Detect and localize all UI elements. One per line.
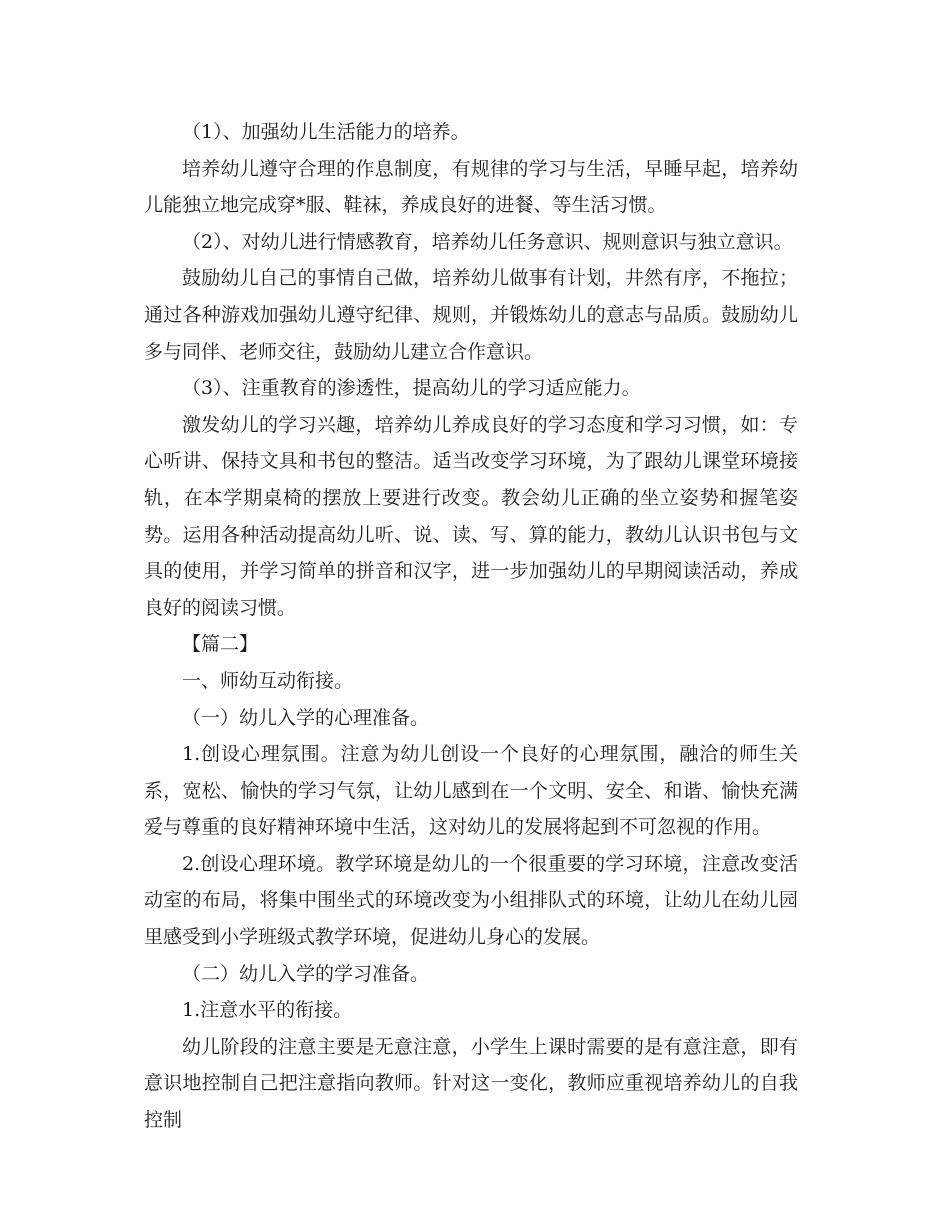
heading-teacher-child-interaction: 一、师幼互动衔接。: [182, 669, 354, 692]
section-title-part-two: 【篇二】: [182, 633, 259, 656]
heading-learning-preparation: （二）幼儿入学的学习准备。: [182, 962, 430, 985]
paragraph-psychological-environment: 2.创设心理环境。教学环境是幼儿的一个很重要的学习环境，注意改变活动室的布局，将集中围坐式的环境改变为小组排队式的环境，让幼儿在幼儿园里感受到小学班级式教学环境，促进幼儿身心的发展。: [144, 852, 798, 949]
heading-emotional-education: （2）、对幼儿进行情感教育，培养幼儿任务意识、规则意识与独立意识。: [182, 230, 793, 253]
heading-learning-adaptation: （3）、注重教育的渗透性，提高幼儿的学习适应能力。: [182, 377, 641, 400]
paragraph-attention-transition: 幼儿阶段的注意主要是无意注意，小学生上课时需要的是有意注意，即有意识地控制自己把注意指向教师。针对这一变化，教师应重视培养幼儿的自我控制: [144, 1035, 798, 1132]
document-body: [144, 114, 798, 1139]
paragraph-life-skills: 培养幼儿遵守合理的作息制度，有规律的学习与生活，早睡早起，培养幼儿能独立地完成穿*服、鞋袜，养成良好的进餐、等生活习惯。: [144, 157, 798, 217]
heading-life-skills: （1）、加强幼儿生活能力的培养。: [182, 121, 470, 143]
heading-psychological-preparation: （一）幼儿入学的心理准备。: [182, 706, 430, 729]
paragraph-emotional-education: 鼓励幼儿自己的事情自己做，培养幼儿做事有计划，井然有序，不拖拉；通过各种游戏加强幼儿遵守纪律、规则，并锻炼幼儿的意志与品质。鼓励幼儿多与同伴、老师交往，鼓励幼儿建立合作意识。: [144, 267, 798, 363]
heading-attention-transition: 1.注意水平的衔接。: [182, 999, 353, 1022]
paragraph-psychological-atmosphere: 1.创设心理氛围。注意为幼儿创设一个良好的心理氛围，融洽的师生关系，宽松、愉快的学习气氛，让幼儿感到在一个文明、安全、和谐、愉快充满爱与尊重的良好精神环境中生活，这对幼儿的发展将起到不可忽视的作用。: [144, 743, 798, 839]
paragraph-learning-adaptation: 激发幼儿的学习兴趣，培养幼儿养成良好的学习态度和学习习惯，如：专心听讲、保持文具和书包的整洁。适当改变学习环境，为了跟幼儿课堂环境接轨，在本学期桌椅的摆放上要进行改变。教会幼儿正确的坐立姿势和握笔姿势。运用各种活动提高幼儿听、说、读、写、算的能力，教幼儿认识书包与文具的使用，并学习简单的拼音和汉字，进一步加强幼儿的早期阅读活动，养成良好的阅读习惯。: [144, 413, 798, 619]
